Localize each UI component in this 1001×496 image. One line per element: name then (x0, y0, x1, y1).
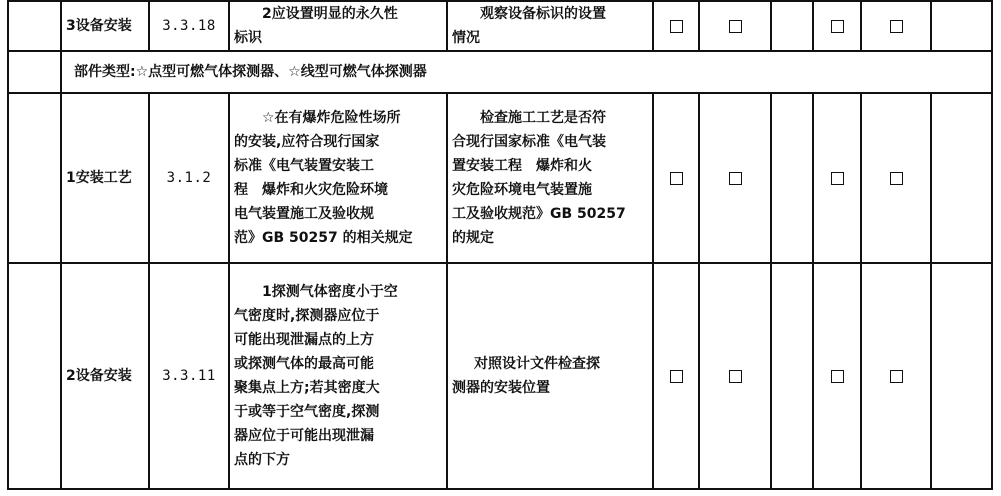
checkbox-cell[interactable] (813, 1, 861, 51)
checkbox-cell[interactable] (813, 263, 861, 489)
table-row (8, 1, 992, 51)
requirement-line: 或探测气体的最高可能 (234, 356, 374, 372)
row-blank-cell (8, 93, 61, 263)
table-row (8, 263, 992, 489)
checkbox[interactable] (890, 20, 903, 33)
row-blank-cell (8, 263, 61, 489)
empty-cell (771, 1, 813, 51)
section-row (8, 51, 992, 93)
method-cell (447, 1, 653, 51)
method-line: 置安装工程 爆炸和火 (452, 158, 592, 174)
method-line: 合现行国家标准《电气装 (452, 134, 606, 150)
empty-cell (771, 93, 813, 263)
checkbox-cell[interactable] (861, 93, 931, 263)
method-line: 观察设备标识的设置 (480, 6, 606, 22)
method-line: 对照设计文件检查探 (474, 356, 600, 372)
checkbox-cell[interactable] (699, 1, 771, 51)
method-cell (447, 263, 653, 489)
item-cell: 1安装工艺 (61, 93, 149, 263)
method-line: 灾危险环境电气装置施 (452, 182, 592, 198)
requirement-line: 聚集点上方;若其密度大 (234, 380, 380, 396)
requirement-line: 标识 (234, 30, 262, 46)
checkbox[interactable] (729, 370, 742, 383)
method-line: 工及验收规范》GB 50257 (452, 206, 626, 222)
checkbox-cell[interactable] (699, 263, 771, 489)
requirement-line: 器应位于可能出现泄漏 (234, 428, 374, 444)
row-blank-cell (8, 51, 61, 93)
clause-cell: 3.3.18 (149, 1, 229, 51)
checkbox-cell[interactable] (653, 263, 699, 489)
requirement-cell (229, 93, 447, 263)
requirement-line: 点的下方 (234, 452, 290, 468)
checkbox-cell[interactable] (653, 93, 699, 263)
requirement-line: ☆在有爆炸危险性场所 (262, 110, 401, 126)
checkbox-cell[interactable] (653, 1, 699, 51)
requirement-line: 电气装置施工及验收规 (234, 206, 374, 222)
requirement-line: 范》GB 50257 的相关规定 (234, 230, 413, 246)
requirement-line: 的安装,应符合现行国家 (234, 134, 380, 150)
requirement-cell (229, 263, 447, 489)
requirement-line: 标准《电气装置安装工 (234, 158, 374, 174)
empty-cell (771, 263, 813, 489)
method-line: 检查施工工艺是否符 (480, 110, 606, 126)
requirement-line: 气密度时,探测器应位于 (234, 308, 380, 324)
checkbox[interactable] (670, 20, 683, 33)
method-line: 情况 (452, 30, 480, 46)
requirement-line: 于或等于空气密度,探测 (234, 404, 380, 420)
checkbox-cell[interactable] (861, 263, 931, 489)
clause-cell: 3.1.2 (149, 93, 229, 263)
clause-cell: 3.3.11 (149, 263, 229, 489)
method-line: 测器的安装位置 (452, 380, 550, 396)
checkbox[interactable] (729, 20, 742, 33)
inspection-table (7, 0, 993, 490)
table-row (8, 93, 992, 263)
checkbox[interactable] (670, 370, 683, 383)
requirement-cell (229, 1, 447, 51)
requirement-line: 可能出现泄漏点的上方 (234, 332, 374, 348)
empty-cell (931, 93, 992, 263)
checkbox[interactable] (729, 172, 742, 185)
method-cell (447, 93, 653, 263)
checkbox-cell[interactable] (699, 93, 771, 263)
checkbox[interactable] (831, 172, 844, 185)
method-line: 的规定 (452, 230, 494, 246)
requirement-line: 2应设置明显的永久性 (262, 6, 398, 22)
checkbox[interactable] (890, 370, 903, 383)
item-cell: 3设备安装 (61, 1, 149, 51)
empty-cell (931, 263, 992, 489)
checkbox[interactable] (670, 172, 683, 185)
checkbox-cell[interactable] (861, 1, 931, 51)
row-blank-cell (8, 1, 61, 51)
checkbox[interactable] (890, 172, 903, 185)
item-cell: 2设备安装 (61, 263, 149, 489)
component-type-label: 部件类型:☆点型可燃气体探测器、☆线型可燃气体探测器 (61, 51, 992, 93)
requirement-line: 程 爆炸和火灾危险环境 (234, 182, 388, 198)
checkbox-cell[interactable] (813, 93, 861, 263)
empty-cell (931, 1, 992, 51)
requirement-line: 1探测气体密度小于空 (262, 284, 398, 300)
checkbox[interactable] (831, 370, 844, 383)
checkbox[interactable] (831, 20, 844, 33)
